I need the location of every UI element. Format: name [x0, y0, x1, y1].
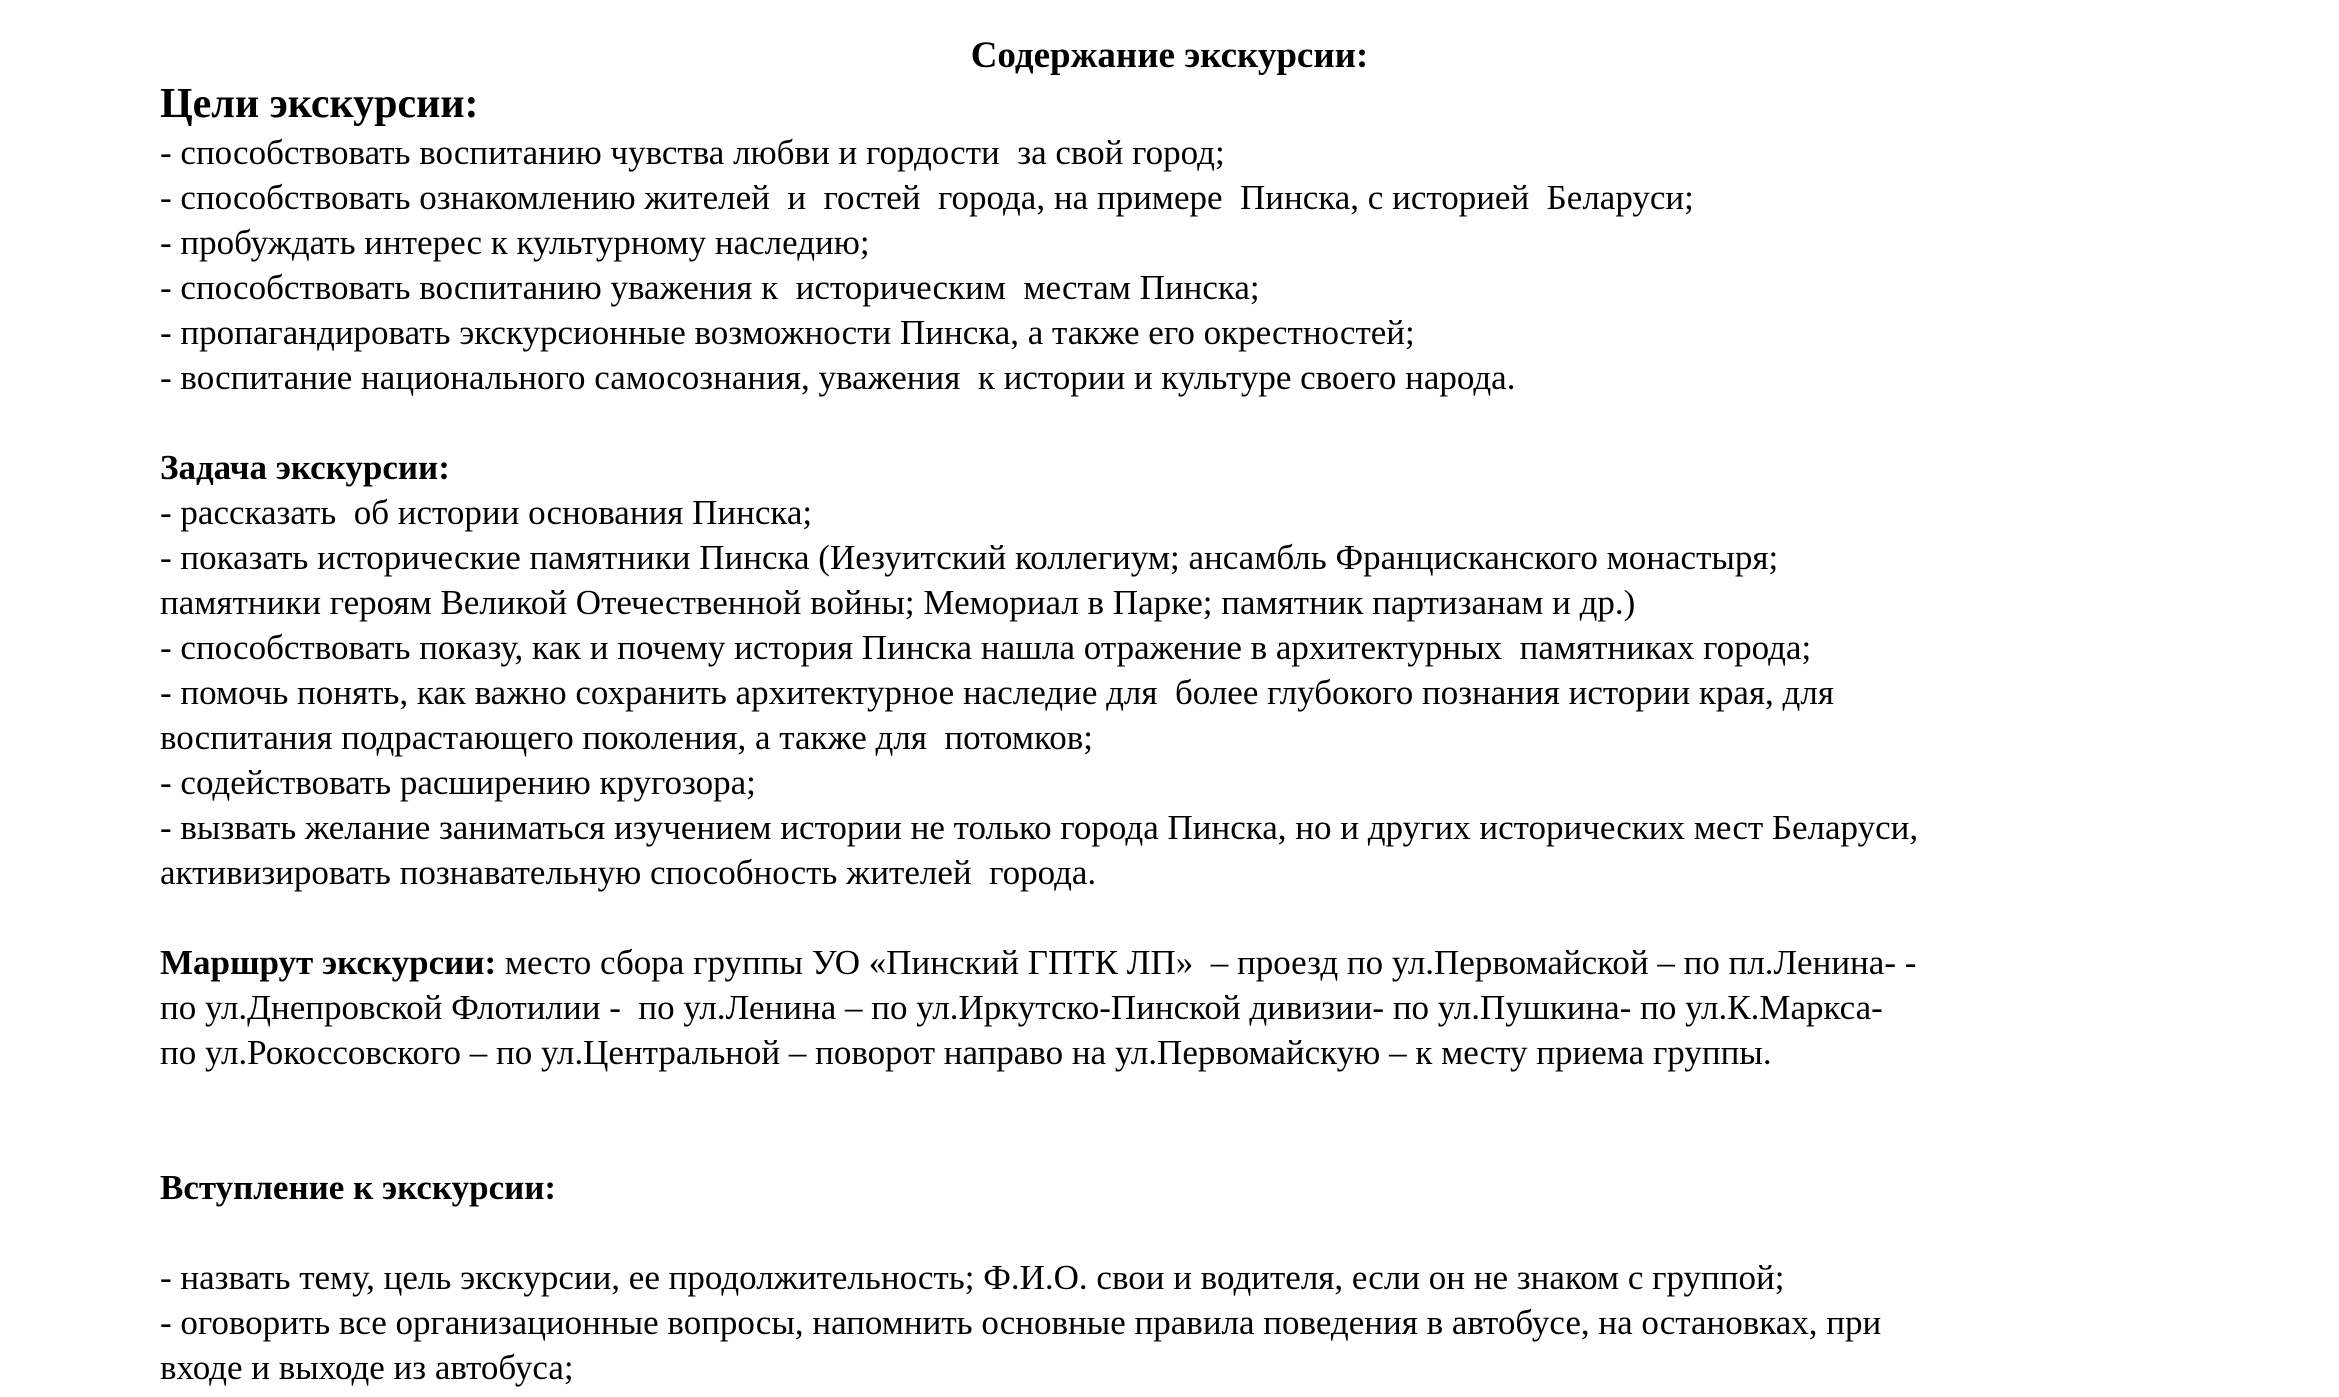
document-title: Содержание экскурсии:: [970, 35, 1369, 76]
tasks-line: активизировать познавательную способность жителей города.: [160, 853, 1097, 892]
tasks-heading: Задача экскурсии:: [160, 448, 450, 487]
goals-item: - способствовать воспитанию уважения к историческим местам Пинска;: [160, 268, 1260, 307]
goals-item: - пропагандировать экскурсионные возможности Пинска, а также его окрестностей;: [160, 313, 1415, 352]
tasks-line: - содействовать расширению кругозора;: [160, 763, 756, 802]
intro-heading: Вступление к экскурсии:: [160, 1168, 557, 1207]
intro-line: - оговорить все организационные вопросы, напомнить основные правила поведения в автобусе, на остановках, при: [160, 1303, 1882, 1342]
goals-heading: Цели экскурсии:: [160, 81, 479, 127]
tasks-line: памятники героям Великой Отечественной войны; Мемориал в Парке; памятник партизанам и др.): [160, 583, 1636, 622]
route-line: по ул.Днепровской Флотилии - по ул.Ленина – по ул.Иркутско-Пинской дивизии- по ул.Пушкина- по ул.К.Маркса-: [160, 988, 1883, 1027]
goals-item: - способствовать ознакомлению жителей и гостей города, на примере Пинска, с историей Беларуси;: [160, 178, 1694, 217]
tasks-line: - помочь понять, как важно сохранить архитектурное наследие для более глубокого познания истории края, для: [160, 673, 1834, 712]
goals-item: - воспитание национального самосознания, уважения к истории и культуре своего народа.: [160, 358, 1516, 397]
goals-item: - способствовать воспитанию чувства любви и гордости за свой город;: [160, 133, 1225, 172]
route-line: по ул.Рокоссовского – по ул.Центральной – поворот направо на ул.Первомайскую – к месту приема группы.: [160, 1033, 1772, 1072]
tasks-line: - способствовать показу, как и почему история Пинска нашла отражение в архитектурных памятниках города;: [160, 628, 1812, 667]
tasks-line: - рассказать об истории основания Пинска;: [160, 493, 813, 532]
intro-line: - назвать тему, цель экскурсии, ее продолжительность; Ф.И.О. свои и водителя, если он не знаком с группой;: [160, 1258, 1785, 1297]
tasks-line: воспитания подрастающего поколения, а также для потомков;: [160, 718, 1093, 757]
route-first-line: [160, 940, 1916, 985]
tasks-line: - вызвать желание заниматься изучением истории не только города Пинска, но и других исторических мест Беларуси,: [160, 808, 1919, 847]
tasks-line: - показать исторические памятники Пинска (Иезуитский коллегиум; ансамбль Францисканского монастыря;: [160, 538, 1779, 577]
intro-line: входе и выходе из автобуса;: [160, 1348, 574, 1387]
route-text: место сбора группы УО «Пинский ГПТК ЛП» – проезд по ул.Первомайской – по пл.Ленина- -: [496, 943, 1917, 982]
goals-item: - пробуждать интерес к культурному наследию;: [160, 223, 870, 262]
route-label: Маршрут экскурсии:: [160, 943, 497, 982]
